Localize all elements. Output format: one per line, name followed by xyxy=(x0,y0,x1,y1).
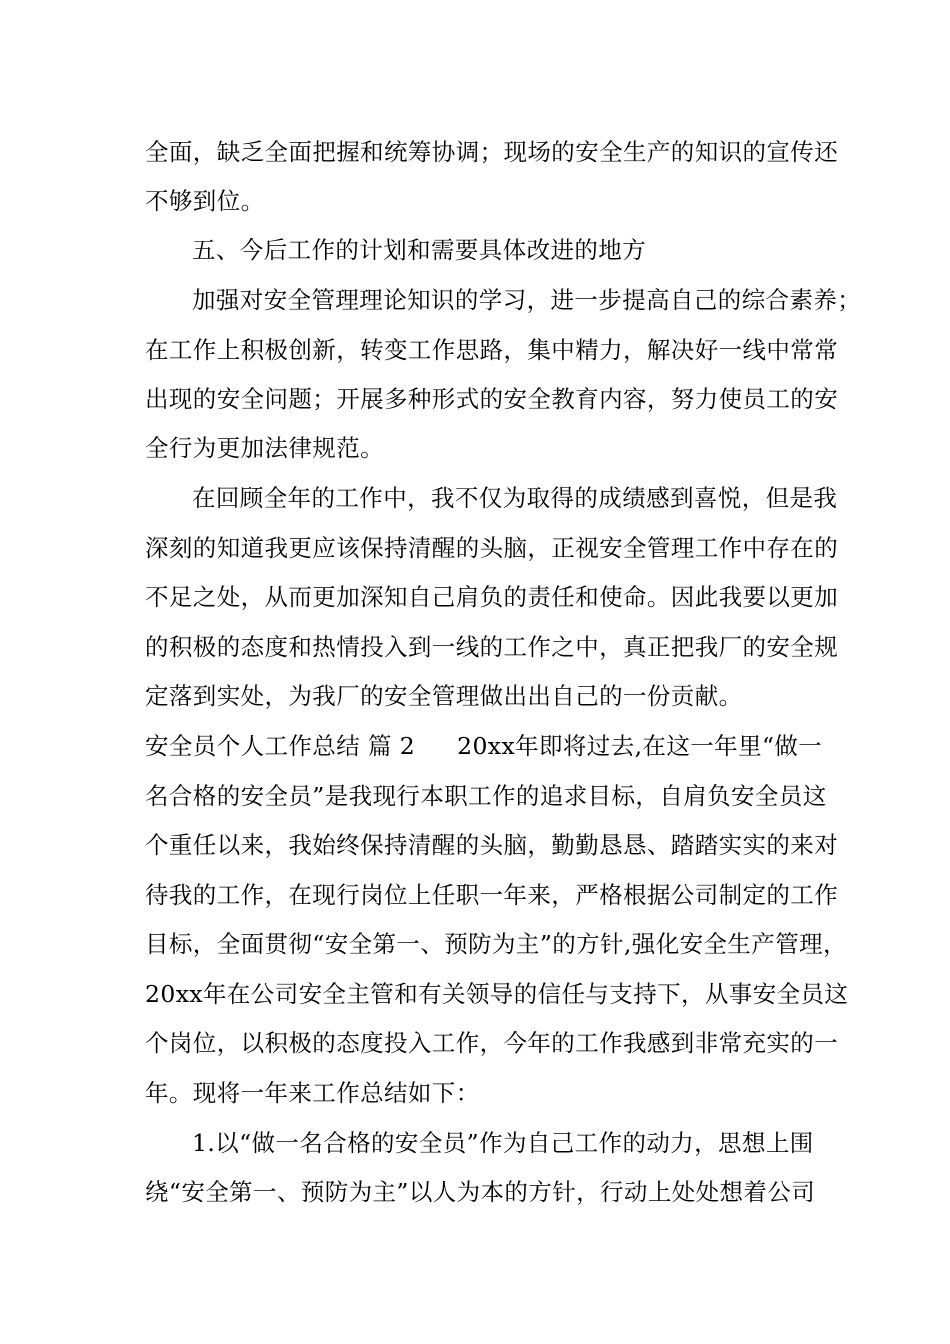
text-line: 个岗位，以积极的态度投入工作，今年的工作我感到非常充实的一 xyxy=(145,1029,839,1057)
text-line: 全行为更加法律规范。 xyxy=(145,434,384,462)
text-line: 深刻的知道我更应该保持清醒的头脑，正视安全管理工作中存在的 xyxy=(145,534,839,562)
text-line: 出现的安全问题；开展多种形式的安全教育内容，努力使员工的安 xyxy=(145,385,839,413)
text-line: 不足之处，从而更加深知自己肩负的责任和使命。因此我要以更加 xyxy=(145,583,839,611)
section-heading-line xyxy=(145,726,823,766)
section-heading: 安全员个人工作总结 篇 2 xyxy=(145,732,416,760)
text-line: 不够到位。 xyxy=(145,187,265,215)
text-line: 个重任以来，我始终保持清醒的头脑，勤勤恳恳、踏踏实实的来对 xyxy=(145,831,839,859)
text-line: 20xx年在公司安全主管和有关领导的信任与支持下，从事安全员这 xyxy=(145,980,849,1008)
text-line: 定落到实处，为我厂的安全管理做出出自己的一份贡献。 xyxy=(145,682,743,710)
text-line: 全面，缺乏全面把握和统筹协调；现场的安全生产的知识的宣传还 xyxy=(145,138,839,166)
text-line: 待我的工作，在现行岗位上任职一年来，严格根据公司制定的工作 xyxy=(145,881,839,909)
paragraph-start: 加强对安全管理理论知识的学习，进一步提高自己的综合素养； xyxy=(192,286,862,314)
text-line: 在工作上积极创新，转变工作思路，集中精力，解决好一线中常常 xyxy=(145,336,839,364)
paragraph-start: 1.以“做一名合格的安全员”作为自己工作的动力，思想上围 xyxy=(192,1129,814,1157)
text-line: 年。现将一年来工作总结如下： xyxy=(145,1079,480,1107)
text-line: 绕“安全第一、预防为主”以人为本的方针，行动上处处想着公司 xyxy=(145,1178,816,1206)
text-line: 的积极的态度和热情投入到一线的工作之中，真正把我厂的安全规 xyxy=(145,633,839,661)
paragraph-start: 在回顾全年的工作中，我不仅为取得的成绩感到喜悦，但是我 xyxy=(192,484,838,512)
text-line: 目标，全面贯彻“安全第一、预防为主”的方针,强化安全生产管理， xyxy=(145,930,847,958)
section-heading-five: 五、今后工作的计划和需要具体改进的地方 xyxy=(192,236,647,264)
section-first-text: 20xx年即将过去,在这一年里“做一 xyxy=(457,732,823,760)
text-line: 名合格的安全员”是我现行本职工作的追求目标，自肩负安全员这 xyxy=(145,782,827,810)
